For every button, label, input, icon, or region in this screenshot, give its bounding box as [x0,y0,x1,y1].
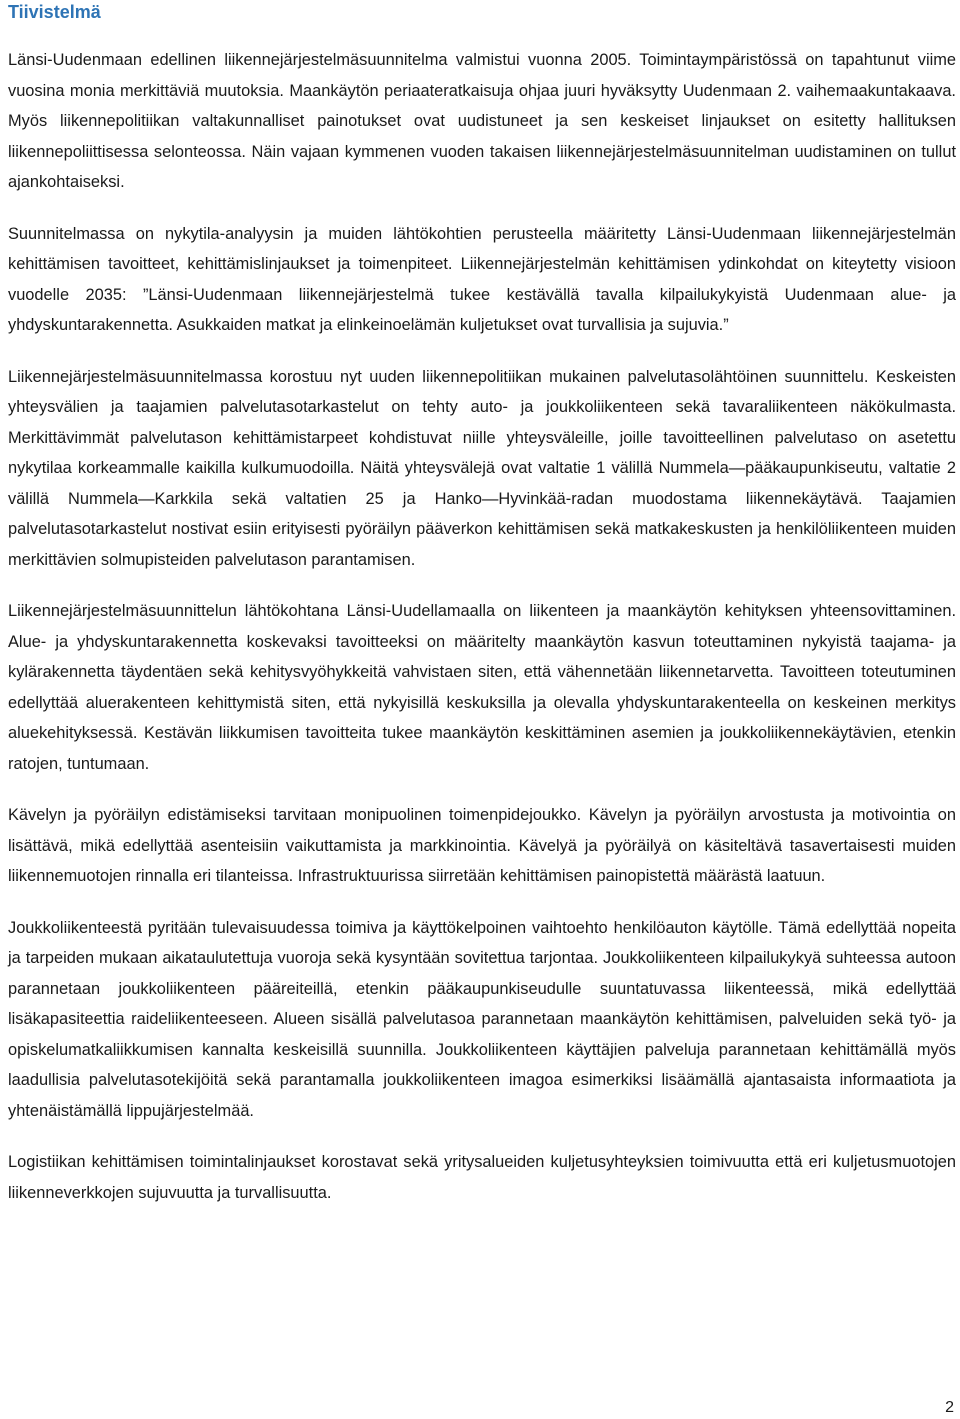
paragraph-logistics: Logistiikan kehittämisen toimintalinjaukset korostavat sekä yritysalueiden kuljetusyhteyksien toimivuutta että eri kuljetusmuotojen liikenneverkkojen sujuvuutta ja turvallisuutta. [8,1153,956,1202]
paragraph-public-transport: Joukkoliikenteestä pyritään tulevaisuudessa toimiva ja käyttökelpoinen vaihtoehto henkilöauton käytölle. Tämä edellyttää nopeita ja tarpeiden mukaan aikataulutettuja vuoroja sekä kysyntään sovitettua tarjontaa. Joukkoliikenteen kilpailukykyä suhteessa autoon parannetaan joukkoliikenteen pääreiteillä, etenkin pääkaupunkiseudulle suuntatuvassa liikenteessä, mikä edellyttää lisäkapasiteettia raideliikenteeseen. Alueen sisällä palvelutasoa parannetaan maankäytön kehittämisen, palveluiden sekä työ- ja opiskelumatkaliikkumisen kannalta keskeisillä suunnilla. Joukkoliikenteen käyttäjien palveluja parannetaan kehittämällä myös laadullisia palvelutasotekijöitä sekä parantamalla joukkoliikenteen imagoa esimerkiksi lisäämällä ajantasaista informaatiota ja yhtenäistämällä lippujärjestelmää. [8,918,956,1120]
page-number: 2 [945,1399,954,1416]
paragraph-service-level: Liikennejärjestelmäsuunnitelmassa korostuu nyt uuden liikennepolitiikan mukainen palvelutasolähtöinen suunnittelu. Keskeisten yhteysvälien ja taajamien palvelutasotarkastelut on tehty auto- ja joukkoliikenteen sekä tavaraliikenteen näkökulmasta. Merkittävimmät palvelutason kehittämistarpeet kohdistuvat niille yhteysväleille, joille tavoitteellinen palvelutaso on asetettu nykytilaa korkeammalle kaikilla kulkumuodoilla. Näitä yhteysvälejä ovat valtatie 1 välillä Nummela—pääkaupunkiseutu, valtatie 2 välillä Nummela—Karkkila sekä valtatien 25 ja Hanko—Hyvinkää-radan muodostama liikennekäytävä. Taajamien palvelutasotarkastelut nostivat esiin erityisesti pyöräilyn pääverkon kehittämisen sekä matkakeskusten ja henkilöliikenteen muiden merkittävien solmupisteiden palvelutason parantamisen. [8,367,956,569]
body-text [8,45,956,1229]
paragraph-walking-cycling: Kävelyn ja pyöräilyn edistämiseksi tarvitaan monipuolinen toimenpidejoukko. Kävelyn ja pyöräilyn arvostusta ja motivointia on lisättävä, mikä edellyttää asenteisiin vaikuttamista ja markkinointia. Kävelyä ja pyöräilyä on käsiteltävä tasavertaisesti muiden liikennemuotojen rinnalla eri tilanteissa. Infrastruktuurissa siirretään kehittämisen painopistettä määrästä laatuun. [8,806,956,885]
paragraph-introduction: Länsi-Uudenmaan edellinen liikennejärjestelmäsuunnitelma valmistui vuonna 2005. Toimintaympäristössä on tapahtunut viime vuosina monia merkittäviä muutoksia. Maankäytön periaateratkaisuja ohjaa juuri hyväksytty Uudenmaan 2. vaihemaakuntakaava. Myös liikennepolitiikan valtakunnalliset painotukset ovat uudistuneet ja sen keskeiset linjaukset on esitetty hallituksen liikennepoliittisessa selonteossa. Näin vajaan kymmenen vuoden takaisen liikennejärjestelmäsuunnitelman uudistaminen on tullut ajankohtaiseksi. [8,51,956,191]
paragraph-land-use: Liikennejärjestelmäsuunnittelun lähtökohtana Länsi-Uudellamaalla on liikenteen ja maankäytön kehityksen yhteensovittaminen. Alue- ja yhdyskuntarakennetta koskevaksi tavoitteeksi on määritelty maankäytön kasvun toteuttaminen nykyistä taajama- ja kylärakennetta täydentäen sekä kehitysvyöhykkeitä vahvistaen siten, että vähennetään liikennetarvetta. Tavoitteen toteutuminen edellyttää aluerakenteen kehittymistä siten, että nykyisillä keskuksilla ja olevalla yhdyskuntarakenteella on keskeinen merkitys aluekehityksessä. Kestävän liikkumisen tavoitteita tukee maankäytön keskittäminen asemien ja joukkoliikennekäytävien, etenkin ratojen, tuntumaan. [8,602,956,773]
paragraph-vision: Suunnitelmassa on nykytila-analyysin ja muiden lähtökohtien perusteella määritetty Länsi-Uudenmaan liikennejärjestelmän kehittämisen tavoitteet, kehittämislinjaukset ja toimenpiteet. Liikennejärjestelmän kehittämisen ydinkohdat on kiteytetty visioon vuodelle 2035: ”Länsi-Uudenmaan liikennejärjestelmä tukee kestävällä tavalla kilpailukykyistä Uudenmaan alue- ja yhdyskuntarakennetta. Asukkaiden matkat ja elinkeinoelämän kuljetukset ovat turvallisia ja sujuvia.” [8,224,956,334]
section-heading: Tiivistelmä [8,2,101,22]
